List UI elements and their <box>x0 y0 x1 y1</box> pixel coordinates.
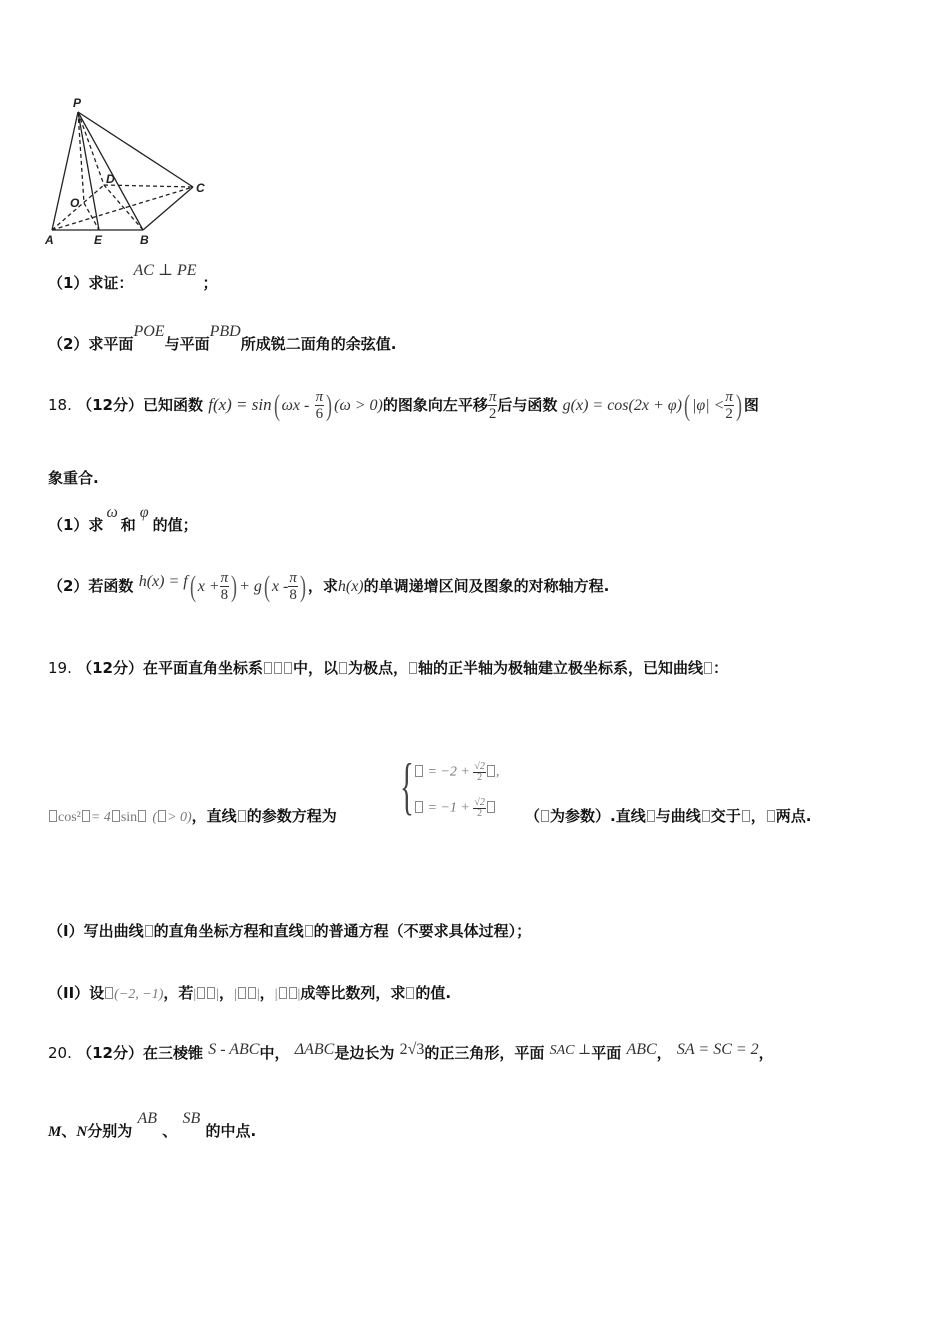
q20-m7: AB <box>137 1110 157 1127</box>
q18-h-call: h(x) <box>337 578 364 595</box>
q19-curve-eq2: = 4 <box>90 810 111 825</box>
q18-frac-pi-8: $\frac{\pi}{8}$ <box>220 570 229 603</box>
q19-pI-2: 的直角坐标方程和直线 <box>153 922 304 940</box>
q18-p1-end: 的值； <box>152 516 198 534</box>
q20-score: （12分） <box>77 1044 143 1062</box>
pyramid-figure <box>40 95 220 250</box>
missing-glyph <box>248 987 256 999</box>
q18-number: 18. <box>48 396 72 414</box>
q18-g-def: g(x) = cos(2x + φ) <box>562 397 682 414</box>
q19-sys2: = −1 + <box>427 800 470 816</box>
missing-glyph <box>704 662 712 674</box>
q19-t10: 与曲线 <box>655 807 701 825</box>
q20-m5: ABC <box>626 1041 657 1058</box>
q17-p2-end: 所成锐二面角的余弦值. <box>240 335 397 353</box>
q18-phi: φ <box>139 504 149 521</box>
q19-pII-3: 成等比数列，求 <box>300 984 406 1002</box>
missing-glyph <box>105 987 113 999</box>
q18-t5: 象重合. <box>48 469 99 487</box>
q18-h-def: h(x) = f <box>138 573 188 590</box>
edge-pb <box>78 112 143 230</box>
label-d: D <box>106 172 115 186</box>
q20-m1: S - ABC <box>208 1041 260 1058</box>
missing-glyph <box>274 662 282 674</box>
q18-p2-label: （2）若函数 <box>48 577 134 595</box>
q18-omega: ω <box>106 504 118 521</box>
missing-glyph <box>409 662 417 674</box>
q19-param-system: { = −2 + $\frac{√2}{2}$ , = −1 + $\frac{√2}{2}$ <box>400 750 500 821</box>
q19-curve-eq: cos² <box>58 810 81 825</box>
q17-p1-end: ； <box>202 274 218 292</box>
q19-line2 <box>48 805 337 826</box>
q20-number: 20. <box>48 1044 72 1062</box>
missing-glyph <box>339 662 347 674</box>
q17-part1 <box>48 262 218 293</box>
missing-glyph <box>284 662 292 674</box>
q20-l2c: N <box>76 1124 88 1140</box>
q17-p2-label: （2）求平面 <box>48 335 134 353</box>
q19-sys2-frac: $\frac{√2}{2}$ <box>474 797 485 819</box>
q18-t1: 已知函数 <box>142 396 203 414</box>
q19-t13: 两点. <box>775 807 812 825</box>
missing-glyph <box>305 925 313 937</box>
q19-curve-cond2: > 0) <box>167 810 192 825</box>
q17-p1-math: AC ⊥ PE <box>133 262 197 279</box>
label-a: A <box>45 233 54 247</box>
edge-bd <box>104 185 143 230</box>
q19-pII-sep: ， <box>219 984 235 1002</box>
q19-curve-eq3: sin <box>120 810 138 825</box>
missing-glyph <box>487 801 495 813</box>
q19-t2: 中，以 <box>292 659 338 677</box>
q17-part2 <box>48 323 397 354</box>
q18-g-cond: |φ| < <box>691 397 725 414</box>
q19-t4: 轴的正半轴为极轴建立极坐标系，已知曲线 <box>418 659 704 677</box>
edge-pc <box>78 112 193 187</box>
q19-t1: 在平面直角坐标系 <box>142 659 263 677</box>
missing-glyph <box>145 925 153 937</box>
q19-sys1: = −2 + <box>427 764 470 780</box>
q18-t3: 后与函数 <box>497 396 558 414</box>
label-e: E <box>94 233 103 247</box>
q19-t5: ： <box>713 659 729 677</box>
missing-glyph <box>197 987 205 999</box>
missing-glyph <box>264 662 272 674</box>
q20-l2d: 分别为 <box>87 1122 133 1140</box>
q19-pII-sep: ， <box>259 984 275 1002</box>
q20-t6: ， <box>656 1044 672 1062</box>
q19-t3: 为极点， <box>348 659 409 677</box>
q18-p1-and: 和 <box>120 516 136 534</box>
q18-p2-end: 的单调递增区间及图象的对称轴方程. <box>363 577 610 595</box>
missing-glyph <box>702 810 710 822</box>
q19-t7: 的参数方程为 <box>246 807 337 825</box>
q20-l2e: 、 <box>162 1122 178 1140</box>
q19-pI-3: 的普通方程（不要求具体过程）； <box>313 922 532 940</box>
q18-frac-pi-2b: $\frac{\pi}{2}$ <box>725 389 733 422</box>
edge-dc <box>104 185 193 187</box>
label-p: P <box>73 96 82 110</box>
q19-partII: （II）设 (−2, −1)，若| |，| |，| |成等比数列，求 的值. <box>48 984 452 1002</box>
q19-pII: （II）设 <box>48 984 105 1002</box>
q18-frac-pi-6: $\frac{\pi}{6}$ <box>315 389 324 422</box>
q19-t11: 交于 <box>710 807 741 825</box>
missing-glyph <box>406 987 414 999</box>
q19-curve-cond: ( <box>152 810 158 825</box>
q20-t1: 在三棱锥 <box>142 1044 203 1062</box>
q18-plus-g: + g <box>239 578 262 595</box>
q17-p1-label: （1）求证： <box>48 274 134 292</box>
q19-line1 <box>48 657 728 678</box>
q19-pII-point: (−2, −1) <box>114 987 164 1002</box>
q20-m6: SA = SC = 2 <box>676 1041 759 1058</box>
missing-glyph <box>767 810 775 822</box>
q20-t7: ， <box>758 1044 774 1062</box>
q17-p2-math1: POE <box>133 323 165 340</box>
q19-t6: ，直线 <box>191 807 237 825</box>
missing-glyph <box>647 810 655 822</box>
q18-part1 <box>48 504 198 535</box>
missing-glyph <box>415 765 423 777</box>
q20-l2b: 、 <box>61 1122 77 1140</box>
q20-l2f: 的中点. <box>205 1122 257 1140</box>
q17-p2-mid: 与平面 <box>164 335 210 353</box>
q20-t2: 中， <box>259 1044 290 1062</box>
missing-glyph <box>112 810 120 822</box>
q18-frac-pi-8b: $\frac{\pi}{8}$ <box>289 570 297 603</box>
missing-glyph <box>541 810 549 822</box>
missing-glyph <box>487 765 495 777</box>
q17-p2-math2: PBD <box>209 323 241 340</box>
q18-f-cond: (ω > 0) <box>334 397 383 414</box>
q18-f-def: f(x) = sin <box>208 395 272 414</box>
missing-glyph <box>82 810 90 822</box>
missing-glyph <box>289 987 297 999</box>
q18-line1: 18. （12分）已知函数 f(x) = sin( ωx - $\frac{\pi}{6}$ ) (ω > 0)的图象向左平移 $\frac{\pi}{2}$ 后与函数 g(x) = cos(2x + φ)( |φ| < $\frac{\pi}{2}$ ) 图 <box>48 388 759 422</box>
q20-t5: 平面 <box>591 1044 622 1062</box>
missing-glyph <box>138 810 146 822</box>
q19-sys1-frac: $\frac{√2}{2}$ <box>474 761 485 783</box>
edge-pa <box>52 112 78 230</box>
q19-score: （12分） <box>77 659 143 677</box>
missing-glyph <box>49 810 57 822</box>
q20-m4: SAC ⊥ <box>549 1043 592 1058</box>
q20-l2a: M <box>48 1124 62 1140</box>
q20-line1 <box>48 1042 774 1063</box>
label-o: O <box>70 196 80 210</box>
q19-line2b <box>525 805 811 826</box>
q18-part2: （2）若函数 h(x) = f( x + $\frac{\pi}{8}$ ) + g( x - $\frac{\pi}{8}$ ) ，求h(x)的单调递增区间及图象的对称轴方程. <box>48 569 610 603</box>
q19-partI <box>48 920 531 941</box>
q19-t8: （ <box>525 807 541 825</box>
q18-score: （12分） <box>77 396 143 414</box>
missing-glyph <box>238 987 246 999</box>
q20-m3: 2√3 <box>399 1041 425 1058</box>
missing-glyph <box>742 810 750 822</box>
q18-h-arg1: x + <box>197 578 220 595</box>
q20-line2 <box>48 1110 257 1141</box>
q18-frac-pi-2: $\frac{\pi}{2}$ <box>488 389 497 422</box>
q18-f-inner: ωx - <box>281 397 310 414</box>
label-b: B <box>140 233 149 247</box>
missing-glyph <box>207 987 215 999</box>
q20-t4: 的正三角形，平面 <box>424 1044 545 1062</box>
q18-p1-label: （1）求 <box>48 516 104 534</box>
q18-t4: 图 <box>743 396 759 414</box>
missing-glyph <box>415 801 423 813</box>
q20-t3: 是边长为 <box>334 1044 395 1062</box>
missing-glyph <box>238 810 246 822</box>
q19-pI: （I）写出曲线 <box>48 922 144 940</box>
q19-t12: ， <box>750 807 766 825</box>
q19-pII-4: 的值. <box>415 984 452 1002</box>
q19-t9: 为参数）.直线 <box>550 807 646 825</box>
q18-p2-mid: ，求 <box>307 577 338 595</box>
q20-m2: ΔABC <box>294 1041 335 1058</box>
q18-h-arg2: x - <box>271 578 289 595</box>
missing-glyph <box>279 987 287 999</box>
q19-number: 19. <box>48 659 72 677</box>
edge-bc <box>143 187 193 230</box>
q20-m8: SB <box>182 1110 201 1127</box>
label-c: C <box>196 181 205 195</box>
q18-t2: 的图象向左平移 <box>382 396 488 414</box>
q18-line2 <box>48 467 99 488</box>
edge-pd <box>78 112 104 185</box>
missing-glyph <box>158 810 166 822</box>
q19-pII-2: ，若 <box>163 984 194 1002</box>
